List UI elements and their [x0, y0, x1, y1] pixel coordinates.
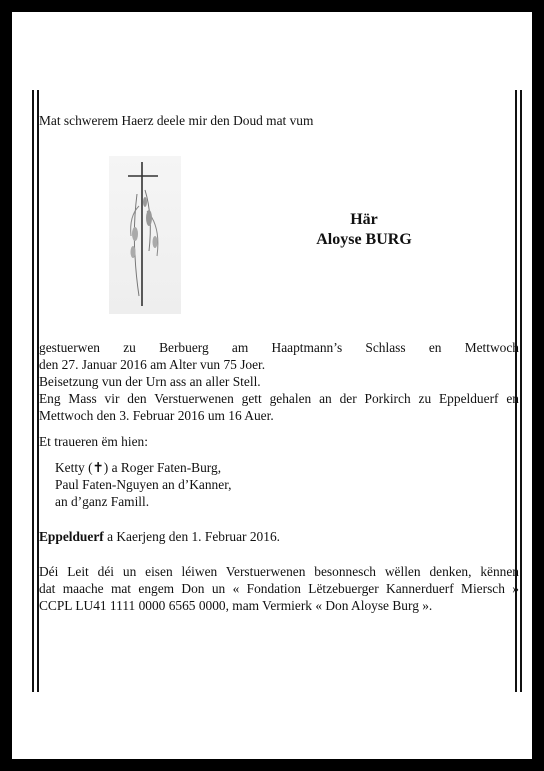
body-text [39, 339, 519, 614]
death-line-4: Eng Mass vir den Verstuerwenen gett gehalen an der Porkirch zu Eppelduerf en [39, 391, 519, 406]
donation-line-2: dat maache mat engem Don un « Fondation Lëtzebuerger Kannerduerf Miersch » [39, 581, 519, 596]
death-line-3: Beisetzung vun der Urn ass an aller Stell. [39, 374, 261, 389]
right-border-line [520, 90, 522, 692]
donation-line-3: CCPL LU41 1111 0000 6565 0000, mam Vermierk « Don Aloyse Burg ». [39, 598, 433, 613]
deceased-name: Aloyse BURG [316, 231, 412, 248]
signing-date: a Kaerjeng den 1. Februar 2016. [107, 529, 280, 544]
mourner-item: Paul Faten-Nguyen an d’Kanner, [55, 477, 232, 492]
intro-text: Mat schwerem Haerz deele mir den Doud mat vum [39, 113, 314, 128]
left-border-line [32, 90, 34, 692]
death-line-5: Mettwoch den 3. Februar 2016 um 16 Auer. [39, 408, 274, 423]
death-line-1: gestuerwen zu Berbuerg am Haaptmann’s Schlass en Mettwoch [39, 340, 519, 355]
place-date [39, 528, 519, 545]
mourners-heading: Et traueren ëm hien: [39, 434, 148, 449]
deceased-name-block [289, 210, 439, 250]
place-name: Eppelduerf [39, 529, 104, 544]
cross-icon [109, 156, 181, 314]
mourner-item: an d’ganz Famill. [55, 494, 150, 509]
death-line-2: den 27. Januar 2016 am Alter vun 75 Joer. [39, 357, 266, 372]
donation-line-1: Déi Leit déi un eisen léiwen Verstuerwenen besonnesch wëllen denken, kënnen [39, 564, 519, 579]
honorific: Här [350, 211, 378, 228]
obituary-page [12, 12, 532, 759]
mourner-item: Ketty (✝) a Roger Faten-Burg, [55, 460, 222, 475]
